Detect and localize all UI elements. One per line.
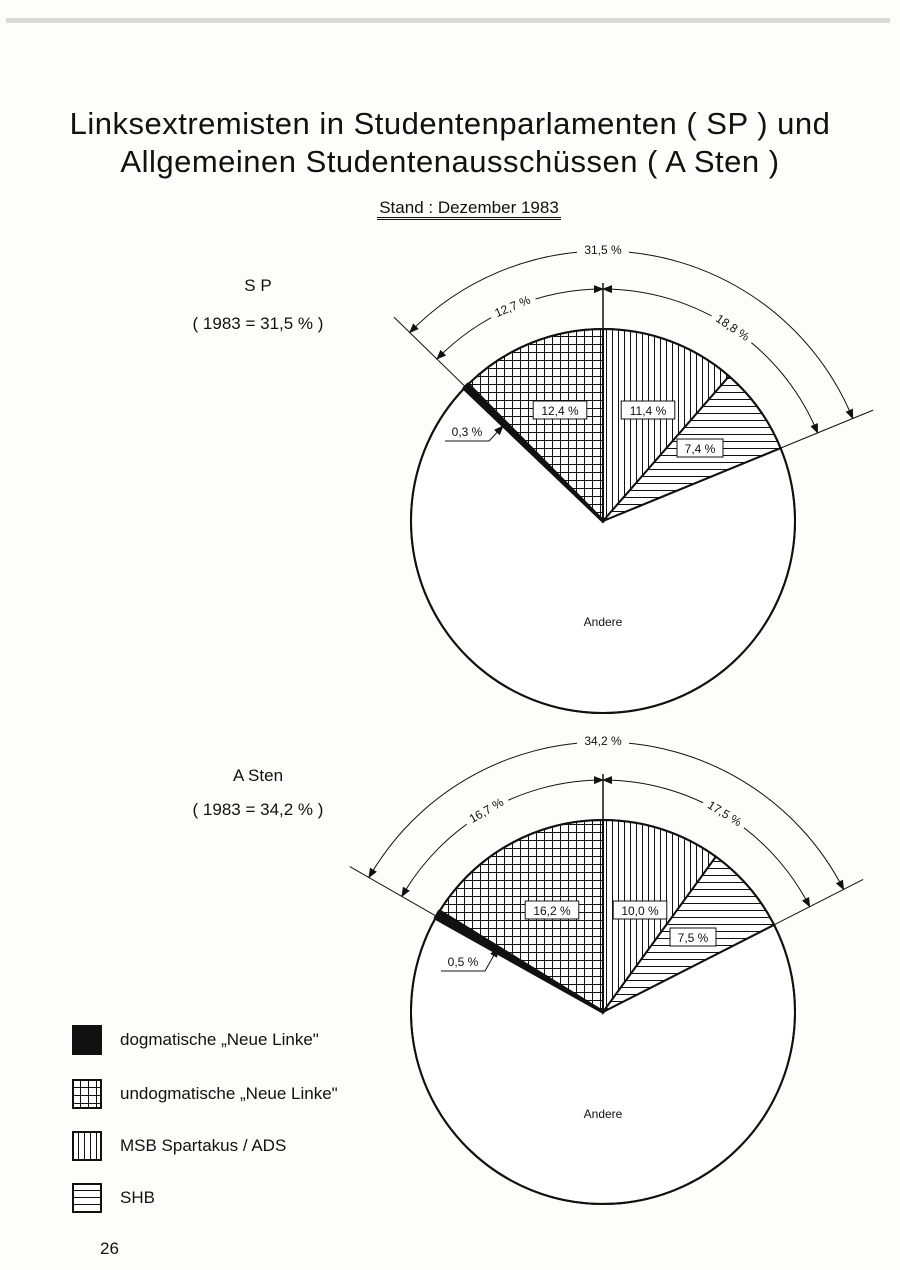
legend-label: SHB: [120, 1188, 155, 1207]
legend-label: undogmatische „Neue Linke": [120, 1084, 338, 1103]
data-label-undogmatic: 16,2 %: [533, 904, 571, 918]
data-label-dogmatic: 0,3 %: [451, 425, 483, 439]
data-label-msb: 11,4 %: [629, 404, 667, 418]
data-label-dogmatic: 0,5 %: [447, 955, 479, 969]
total-label: 34,2 %: [584, 734, 622, 748]
data-label-undogmatic: 12,4 %: [541, 404, 579, 418]
legend-item-undogmatic: [72, 1079, 412, 1111]
group-label-left: 16,7 %: [466, 795, 507, 826]
group-label-left: 12,7 %: [492, 292, 533, 321]
dim-arc-total-left-arrow: [410, 327, 415, 332]
dim-arc-total-left: [410, 251, 603, 333]
legend-label: dogmatische „Neue Linke": [120, 1030, 319, 1049]
chart1-title: S P: [244, 276, 272, 295]
data-label-msb: 10,0 %: [621, 904, 659, 918]
dim-arc-right-outer-arrow: [815, 427, 817, 433]
extension-line-left: [350, 867, 442, 920]
page-title-line1: Linksextremisten in Studentenparlamenten ( SP ) und: [69, 106, 831, 141]
legend-item-dogmatic: [72, 1025, 412, 1057]
page-number: 26: [100, 1239, 119, 1258]
legend-item-shb: [72, 1183, 412, 1215]
dim-arc-total-right-arrow: [850, 412, 853, 419]
group-label-right: 18,8 %: [713, 311, 753, 344]
dim-arc-left-outer-arrow: [437, 355, 441, 359]
group-label-right: 17,5 %: [705, 797, 745, 830]
chart2-subtitle: ( 1983 = 34,2 % ): [192, 800, 324, 819]
data-label-shb: 7,4 %: [684, 442, 716, 456]
dim-arc-total-left-arrow: [369, 871, 373, 877]
dim-arc-total-right-arrow: [840, 883, 843, 889]
legend-item-msb: [72, 1131, 412, 1163]
extension-line-right: [769, 879, 863, 927]
extension-line-left: [394, 317, 470, 391]
total-label: 31,5 %: [584, 243, 622, 257]
data-label-andere: Andere: [583, 1107, 623, 1121]
legend-swatch-horizontal: [72, 1183, 102, 1213]
legend-swatch-grid: [72, 1079, 102, 1109]
dim-arc-right-outer-arrow: [807, 901, 810, 906]
chart2-title: A Sten: [232, 766, 284, 785]
data-label-andere: Andere: [583, 615, 623, 629]
dim-arc-left-outer-arrow: [402, 891, 405, 896]
legend-label: MSB Spartakus / ADS: [120, 1136, 287, 1155]
data-label-shb: 7,5 %: [677, 931, 709, 945]
legend-swatch-solid: [72, 1025, 102, 1055]
date-subtitle: Stand : Dezember 1983: [0, 198, 900, 218]
chart1-subtitle: ( 1983 = 31,5 % ): [192, 314, 324, 333]
legend-swatch-vertical: [72, 1131, 102, 1161]
page-title-line2: Allgemeinen Studentenausschüssen ( A Sten ): [120, 144, 780, 179]
extension-line-right: [775, 410, 873, 450]
